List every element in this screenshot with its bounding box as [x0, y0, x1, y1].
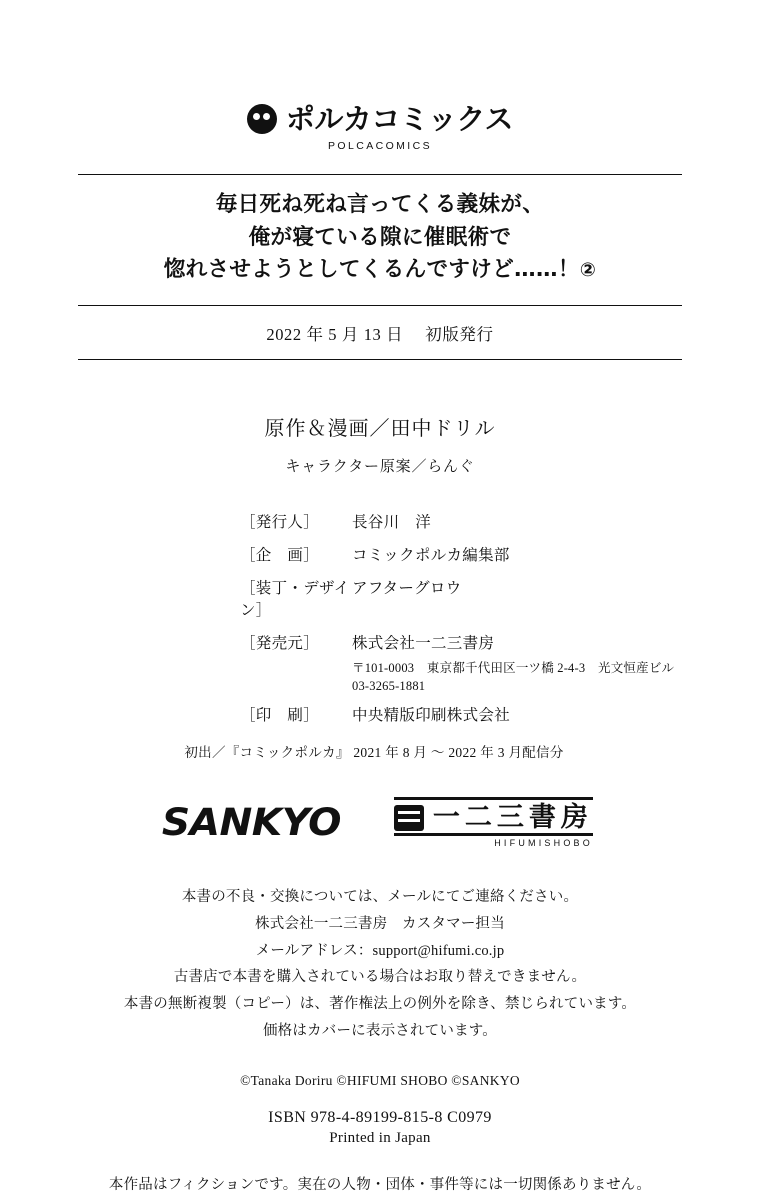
staff-label: ［装丁・デザイン］	[240, 580, 350, 620]
staff-list	[78, 510, 682, 725]
notice-line: 株式会社一二三書房 カスタマー担当	[255, 915, 505, 932]
credit-author: 原作＆漫画／田中ドリル	[264, 418, 496, 441]
staff-value: アフターグロウ	[352, 580, 462, 598]
publication-date-line	[78, 321, 682, 345]
isbn-line: ISBN 978-4-89199-815-8 C0979	[268, 1108, 492, 1126]
publisher-logo-name: ポルカコミックス	[285, 101, 514, 136]
credit-character-design: キャラクター原案／らんぐ	[285, 459, 475, 476]
notice-line: 本書の無断複製（コピー）は、著作権法上の例外を除き、禁じられています。	[123, 996, 637, 1013]
staff-label: ［印 刷］	[240, 707, 320, 725]
staff-label: ［企 画］	[240, 547, 320, 565]
publisher-address: 〒101-0003 東京都千代田区一ツ橋 2-4-3 光文恒産ビル	[352, 661, 675, 676]
hifumi-logo-row	[394, 797, 593, 836]
staff-value: 長谷川 洋	[352, 514, 432, 532]
notice-email-line: メールアドレス：support@hifumi.co.jp	[255, 942, 505, 959]
book-title-line-1: 毎日死ね死ね言ってくる義妹が、	[215, 192, 545, 217]
staff-row	[240, 631, 682, 653]
notice-line: 古書店で本書を購入されている場合はお取り替えできません。	[173, 969, 587, 986]
publisher-phone: 03-3265-1881	[352, 679, 426, 694]
hifumi-logo-name: 一二三書房	[432, 802, 593, 834]
divider-below-date	[78, 359, 682, 360]
book-title-line-3-text: 惚れさせようとしてくるんですけど……！	[163, 257, 580, 283]
fiction-disclaimer: 本作品はフィクションです。実在の人物・団体・事件等には一切関係ありません。	[108, 1176, 652, 1193]
credits-block	[78, 412, 682, 476]
hifumi-shobo-logo	[394, 797, 593, 848]
staff-value: 中央精版印刷株式会社	[352, 707, 511, 725]
notice-line: 本書の不良・交換については、メールにてご連絡ください。	[181, 889, 579, 906]
book-volume-number: ②	[579, 259, 597, 282]
divider-above-title	[78, 174, 682, 175]
panda-face-icon	[247, 104, 277, 134]
staff-row	[240, 576, 682, 620]
colophon-page	[0, 101, 760, 1193]
copyright-line: ©Tanaka Doriru ©HIFUMI SHOBO ©SANKYO	[240, 1072, 520, 1088]
staff-label: ［発行人］	[240, 514, 320, 532]
notice-line: 価格はカバーに表示されています。	[262, 1023, 498, 1040]
publisher-logo-row	[78, 101, 682, 136]
publication-edition: 初版発行	[425, 325, 494, 345]
hifumi-book-icon	[394, 805, 424, 831]
hifumi-logo-romaji: HIFUMISHOBO	[494, 838, 593, 849]
staff-value: コミックポルカ編集部	[352, 547, 510, 565]
printed-in-line: Printed in Japan	[329, 1129, 431, 1146]
staff-value: 株式会社一二三書房	[352, 635, 495, 653]
staff-label: ［発売元］	[240, 635, 320, 653]
divider-below-title	[78, 305, 682, 306]
book-title-line-3	[78, 254, 682, 287]
staff-row	[240, 510, 682, 532]
staff-row	[240, 543, 682, 565]
sankyo-logo: SANKYO	[161, 801, 341, 845]
book-title	[78, 189, 682, 287]
publisher-logo-romaji: POLCACOMICS	[328, 140, 432, 152]
publisher-logo	[78, 101, 682, 152]
book-title-line-2: 俺が寝ている隙に催眠術で	[248, 224, 512, 250]
brand-logos	[78, 797, 682, 848]
notices-block	[78, 884, 682, 1045]
publication-date: 2022 年 5 月 13 日	[266, 325, 404, 345]
staff-row	[240, 703, 682, 725]
first-publication-note: 初出／『コミックポルカ』 2021 年 8 月 ～ 2022 年 3 月配信分	[184, 745, 564, 761]
